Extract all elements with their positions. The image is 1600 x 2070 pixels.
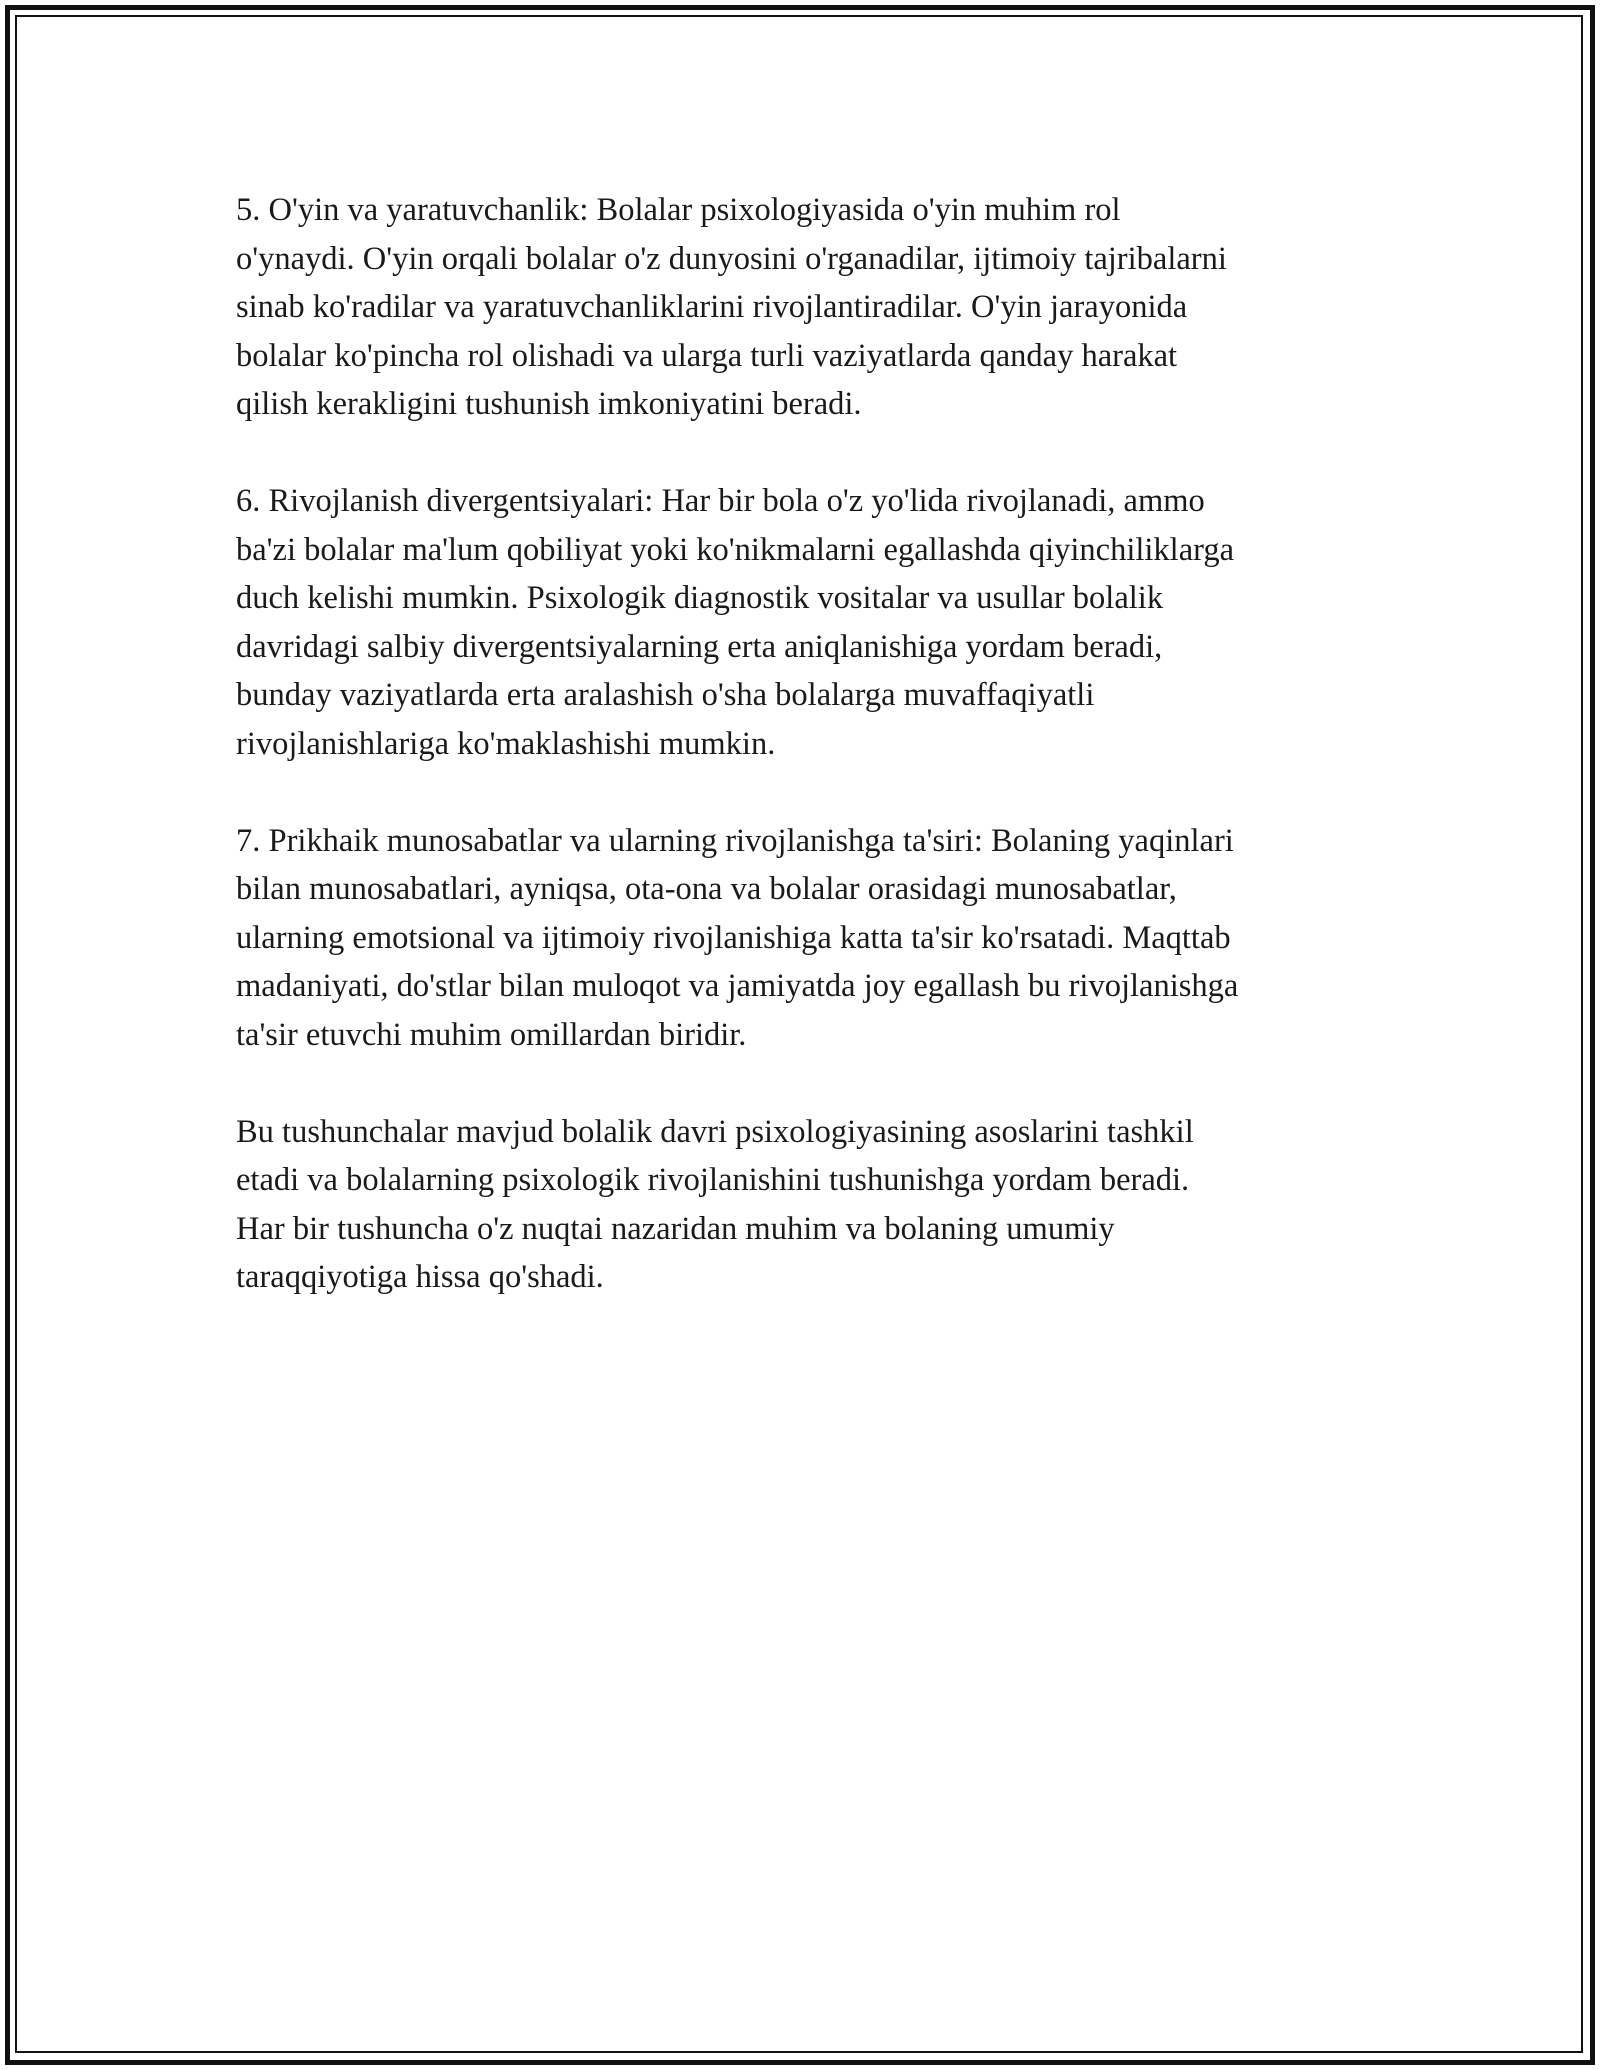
paragraph-relationships-impact [236,817,1386,1060]
text-line: duch kelishi mumkin. Psixologik diagnostik vositalar va usullar bolalik [236,580,1164,616]
text-line: bunday vaziyatlarda erta aralashish o'sha bolalarga muvaffaqiyatli [236,677,1095,713]
text-line: 6. Rivojlanish divergentsiyalari: Har bir bola o'z yo'lida rivojlanadi, ammo [236,483,1205,519]
text-line: ba'zi bolalar ma'lum qobiliyat yoki ko'nikmalarni egallashda qiyinchiliklarga [236,531,1235,568]
document-body [236,186,1386,1350]
text-line: madaniyati, do'stlar bilan muloqot va jamiyatda joy egallash bu rivojlanishga [236,968,1239,1004]
paragraph-play-and-creativity [236,186,1386,429]
text-line: o'ynaydi. O'yin orqali bolalar o'z dunyosini o'rganadilar, ijtimoiy tajribalarni [236,240,1227,277]
text-line: etadi va bolalarning psixologik rivojlanishini tushunishga yordam beradi. [236,1162,1190,1198]
text-line: 7. Prikhaik munosabatlar va ularning rivojlanishga ta'siri: Bolaning yaqinlari [236,822,1234,859]
paragraph-conclusion [236,1108,1386,1302]
text-line: Bu tushunchalar mavjud bolalik davri psixologiyasining asoslarini tashkil [236,1113,1194,1150]
text-line: qilish kerakligini tushunish imkoniyatini beradi. [236,386,862,422]
text-line: ularning emotsional va ijtimoiy rivojlanishiga katta ta'sir ko'rsatadi. Maqttab [236,919,1231,956]
text-line: davridagi salbiy divergentsiyalarning erta aniqlanishiga yordam beradi, [236,628,1163,665]
text-line: ta'sir etuvchi muhim omillardan biridir. [236,1016,747,1053]
text-line: 5. O'yin va yaratuvchanlik: Bolalar psixologiyasida o'yin muhim rol [236,192,1121,228]
text-line: Har bir tushuncha o'z nuqtai nazaridan muhim va bolaning umumiy [236,1210,1115,1247]
paragraph-developmental-divergences [236,477,1386,768]
text-line: taraqqiyotiga hissa qo'shadi. [236,1259,604,1295]
text-line: rivojlanishlariga ko'maklashishi mumkin. [236,725,776,762]
text-line: sinab ko'radilar va yaratuvchanliklarini rivojlantiradilar. O'yin jarayonida [236,289,1188,325]
text-line: bolalar ko'pincha rol olishadi va ularga turli vaziyatlarda qanday harakat [236,337,1178,374]
text-line: bilan munosabatlari, ayniqsa, ota-ona va bolalar orasidagi munosabatlar, [236,871,1177,907]
